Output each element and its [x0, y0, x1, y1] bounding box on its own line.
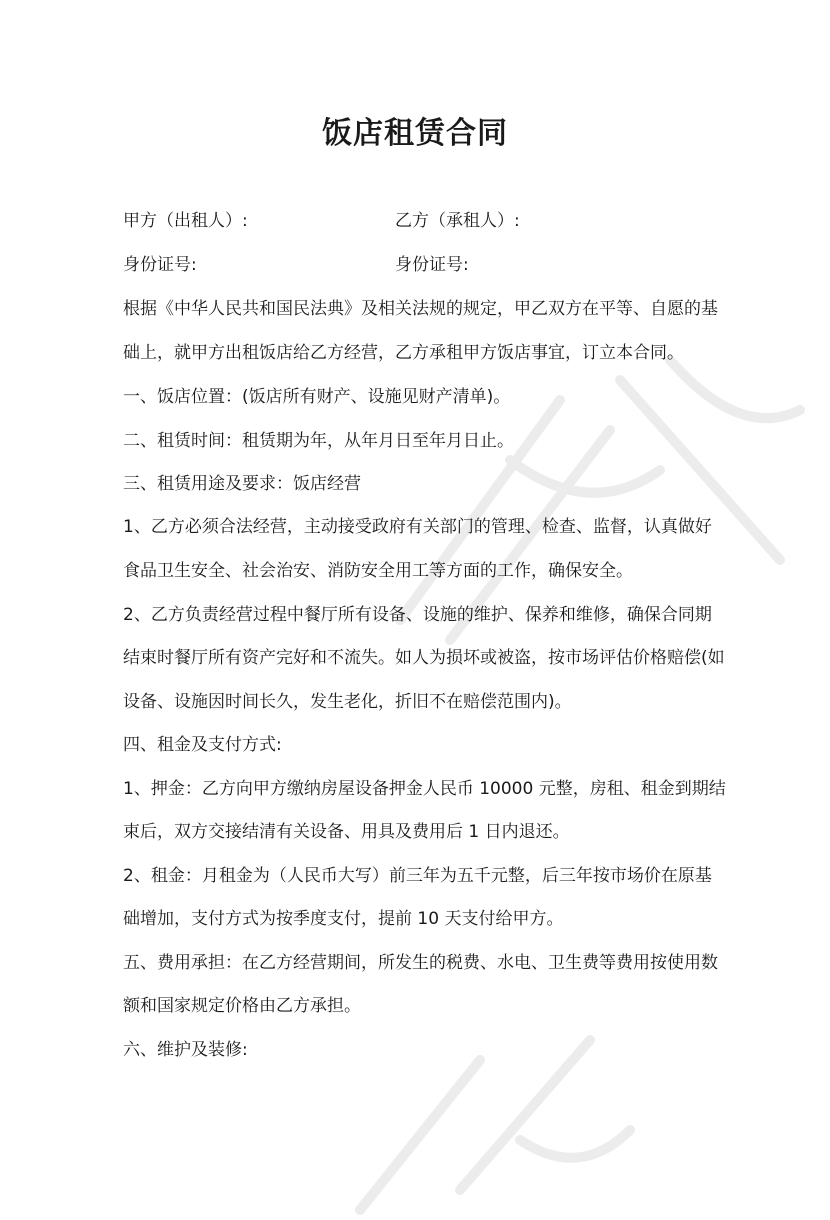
id-a-label: 身份证号: [123, 255, 197, 275]
body-line: 根据《中华人民共和国民法典》及相关法规的规定，甲乙双方在平等、自愿的基 [123, 299, 718, 319]
document-title: 饭店租赁合同 [322, 116, 508, 151]
body-line: 结束时餐厅所有资产完好和不流失。如人为损坏或被盗，按市场评估价格赔偿(如 [123, 648, 725, 668]
body-line: 食品卫生安全、社会治安、消防安全用工等方面的工作，确保安全。 [123, 561, 633, 581]
section-6-heading: 六、维护及装修: [123, 1040, 248, 1060]
body-line: 1、押金：乙方向甲方缴纳房屋设备押金人民币 10000 元整，房租、租金到期结 [123, 779, 726, 799]
body-line: 1、乙方必须合法经营，主动接受政府有关部门的管理、检查、监督，认真做好 [123, 517, 712, 537]
body-line: 2、乙方负责经营过程中餐厅所有设备、设施的维护、保养和维修，确保合同期 [123, 605, 712, 625]
body-line: 础增加，支付方式为按季度支付，提前 10 天支付给甲方。 [123, 909, 564, 929]
section-1-heading: 一、饭店位置：(饭店所有财产、设施见财产清单)。 [123, 387, 511, 407]
party-a-label: 甲方（出租人）: [123, 211, 248, 231]
body-line: 束后，双方交接结清有关设备、用具及费用后 1 日内退还。 [123, 822, 570, 842]
body-line: 设备、设施因时间长久，发生老化，折旧不在赔偿范围内)。 [123, 692, 572, 712]
section-5-heading: 五、费用承担：在乙方经营期间，所发生的税费、水电、卫生费等费用按使用数 [123, 953, 718, 973]
watermark-bottom-icon [330, 1020, 650, 1220]
id-b-label: 身份证号: [395, 255, 469, 275]
section-4-heading: 四、租金及支付方式: [123, 735, 282, 755]
body-line: 额和国家规定价格由乙方承担。 [123, 996, 361, 1016]
body-line: 础上，就甲方出租饭店给乙方经营，乙方承租甲方饭店事宜，订立本合同。 [123, 343, 684, 363]
body-line: 2、租金：月租金为（人民币大写）前三年为五千元整，后三年按市场价在原基 [123, 866, 712, 886]
section-3-heading: 三、租赁用途及要求：饭店经营 [123, 474, 361, 494]
section-2-heading: 二、租赁时间：租赁期为年，从年月日至年月日止。 [123, 431, 514, 451]
party-b-label: 乙方（承租人）: [395, 211, 520, 231]
